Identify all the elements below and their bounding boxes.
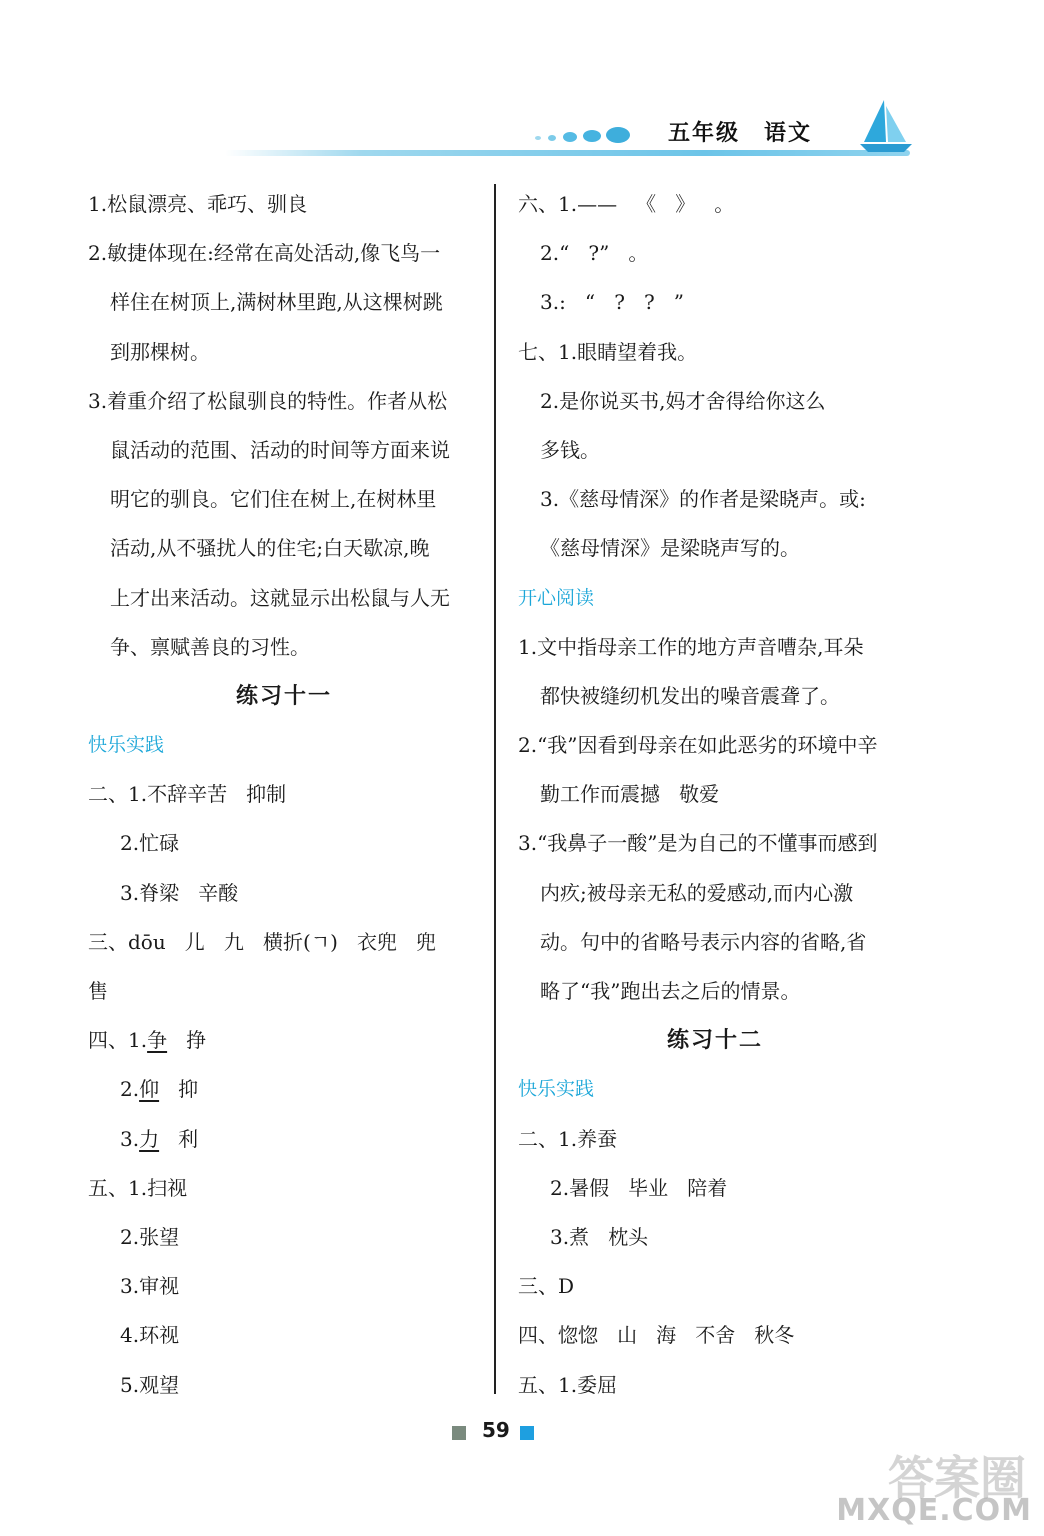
page-number: 59 — [482, 1418, 510, 1442]
answer-line — [88, 1016, 480, 1065]
answer-line: 2.“我”因看到母亲在如此恶劣的环境中辛 — [518, 733, 878, 758]
answer-line: 五、1.委屈 — [518, 1372, 618, 1397]
right-column — [518, 180, 912, 1410]
answer-line: 3.煮 枕头 — [550, 1224, 649, 1249]
answer-prefix: 3. — [120, 1126, 140, 1151]
answer-line: 七、1.眼睛望着我。 — [518, 339, 698, 364]
answer-line: 都快被缝纫机发出的噪音震聋了。 — [540, 683, 840, 708]
answer-line: 二、1.不辞辛苦 抑制 — [88, 782, 287, 807]
answer-line — [88, 1115, 480, 1164]
answer-line: 样住在树顶上,满树林里跑,从这棵树跳 — [110, 290, 443, 315]
answer-line: 2.暑假 毕业 陪着 — [550, 1175, 728, 1200]
sailboat-icon — [858, 96, 914, 156]
answer-suffix: 抑 — [159, 1077, 199, 1102]
footer-square-icon — [520, 1426, 534, 1440]
answer-line: 鼠活动的范围、活动的时间等方面来说 — [110, 437, 450, 462]
exercise-heading: 练习十二 — [666, 1028, 763, 1054]
answer-line: 明它的驯良。它们住在树上,在树林里 — [110, 487, 437, 512]
section-label: 快乐实践 — [518, 1078, 595, 1101]
answer-line: 五、1.扫视 — [88, 1175, 188, 1200]
underlined-answer: 仰 — [139, 1077, 160, 1102]
answer-line: 多钱。 — [540, 437, 600, 462]
header-rule — [225, 150, 910, 156]
answer-line: 活动,从不骚扰人的住宅;白天歇凉,晚 — [110, 536, 430, 561]
watermark-logo — [836, 1436, 1040, 1532]
column-divider — [494, 184, 496, 1394]
watermark-top-text: 答案圈 — [888, 1451, 1026, 1505]
exercise-heading: 练习十一 — [235, 683, 332, 709]
page-header — [0, 0, 1044, 170]
header-title — [668, 116, 812, 147]
answer-line: 3.《慈母情深》的作者是梁晓声。或: — [540, 487, 866, 512]
answer-line: 动。句中的省略号表示内容的省略,省 — [540, 929, 867, 954]
underlined-answer: 力 — [139, 1126, 160, 1151]
answer-line: 内疚;被母亲无私的爱感动,而内心激 — [540, 880, 854, 905]
answer-line: 2.忙碌 — [120, 831, 180, 856]
answer-line: 《慈母情深》是梁晓声写的。 — [540, 536, 800, 561]
answer-line: 勤工作而震撼 敬爱 — [540, 782, 720, 807]
answer-suffix: 利 — [159, 1126, 199, 1151]
answer-line: 3.着重介绍了松鼠驯良的特性。作者从松 — [88, 388, 448, 413]
answer-line: 三、dōu 儿 九 横折(ㄱ) 衣兜 兜 — [88, 929, 437, 954]
answer-line: 4.环视 — [120, 1323, 180, 1348]
answer-line — [88, 1065, 480, 1114]
answer-line: 2.“ ?” 。 — [540, 241, 649, 266]
answer-prefix: 2. — [120, 1077, 140, 1102]
answer-line: 5.观望 — [120, 1372, 180, 1397]
answer-line: 四、惚惚 山 海 不舍 秋冬 — [518, 1323, 795, 1348]
section-label: 开心阅读 — [518, 586, 595, 609]
answer-line: 略了“我”跑出去之后的情景。 — [540, 979, 801, 1003]
answer-line: 3.脊梁 辛酸 — [120, 880, 239, 905]
answer-line: 三、D — [518, 1274, 575, 1299]
answer-suffix: 挣 — [167, 1028, 207, 1053]
left-column — [88, 180, 480, 1410]
watermark-text: MXQE.COM — [836, 1493, 1032, 1528]
answer-line: 争、禀赋善良的习性。 — [110, 634, 310, 659]
underlined-answer: 争 — [147, 1028, 168, 1053]
footer-square-icon — [452, 1426, 466, 1440]
header-grade: 五年级 — [668, 121, 741, 146]
answer-line: 1.松鼠漂亮、乖巧、驯良 — [88, 192, 308, 216]
section-label: 快乐实践 — [88, 734, 165, 757]
answer-line: 上才出来活动。这就显示出松鼠与人无 — [110, 585, 450, 610]
answer-line: 3.“我鼻子一酸”是为自己的不懂事而感到 — [518, 831, 878, 856]
answer-line: 1.文中指母亲工作的地方声音嘈杂,耳朵 — [518, 634, 864, 659]
answer-line: 2.张望 — [120, 1224, 180, 1249]
answer-line: 3.: “ ? ? ” — [540, 290, 685, 315]
answer-line: 二、1.养蚕 — [518, 1126, 618, 1151]
answer-line: 到那棵树。 — [110, 339, 210, 364]
header-subject: 语文 — [764, 121, 813, 146]
decorative-dots — [530, 124, 640, 148]
answer-line: 2.是你说买书,妈才舍得给你这么 — [540, 388, 826, 413]
answer-line: 六、1.—— 《 》 。 — [518, 192, 735, 216]
answer-prefix: 四、1. — [88, 1028, 148, 1053]
answer-line: 3.审视 — [120, 1274, 180, 1299]
answer-line: 售 — [88, 979, 108, 1003]
answer-line: 2.敏捷体现在:经常在高处活动,像飞鸟一 — [88, 241, 441, 266]
